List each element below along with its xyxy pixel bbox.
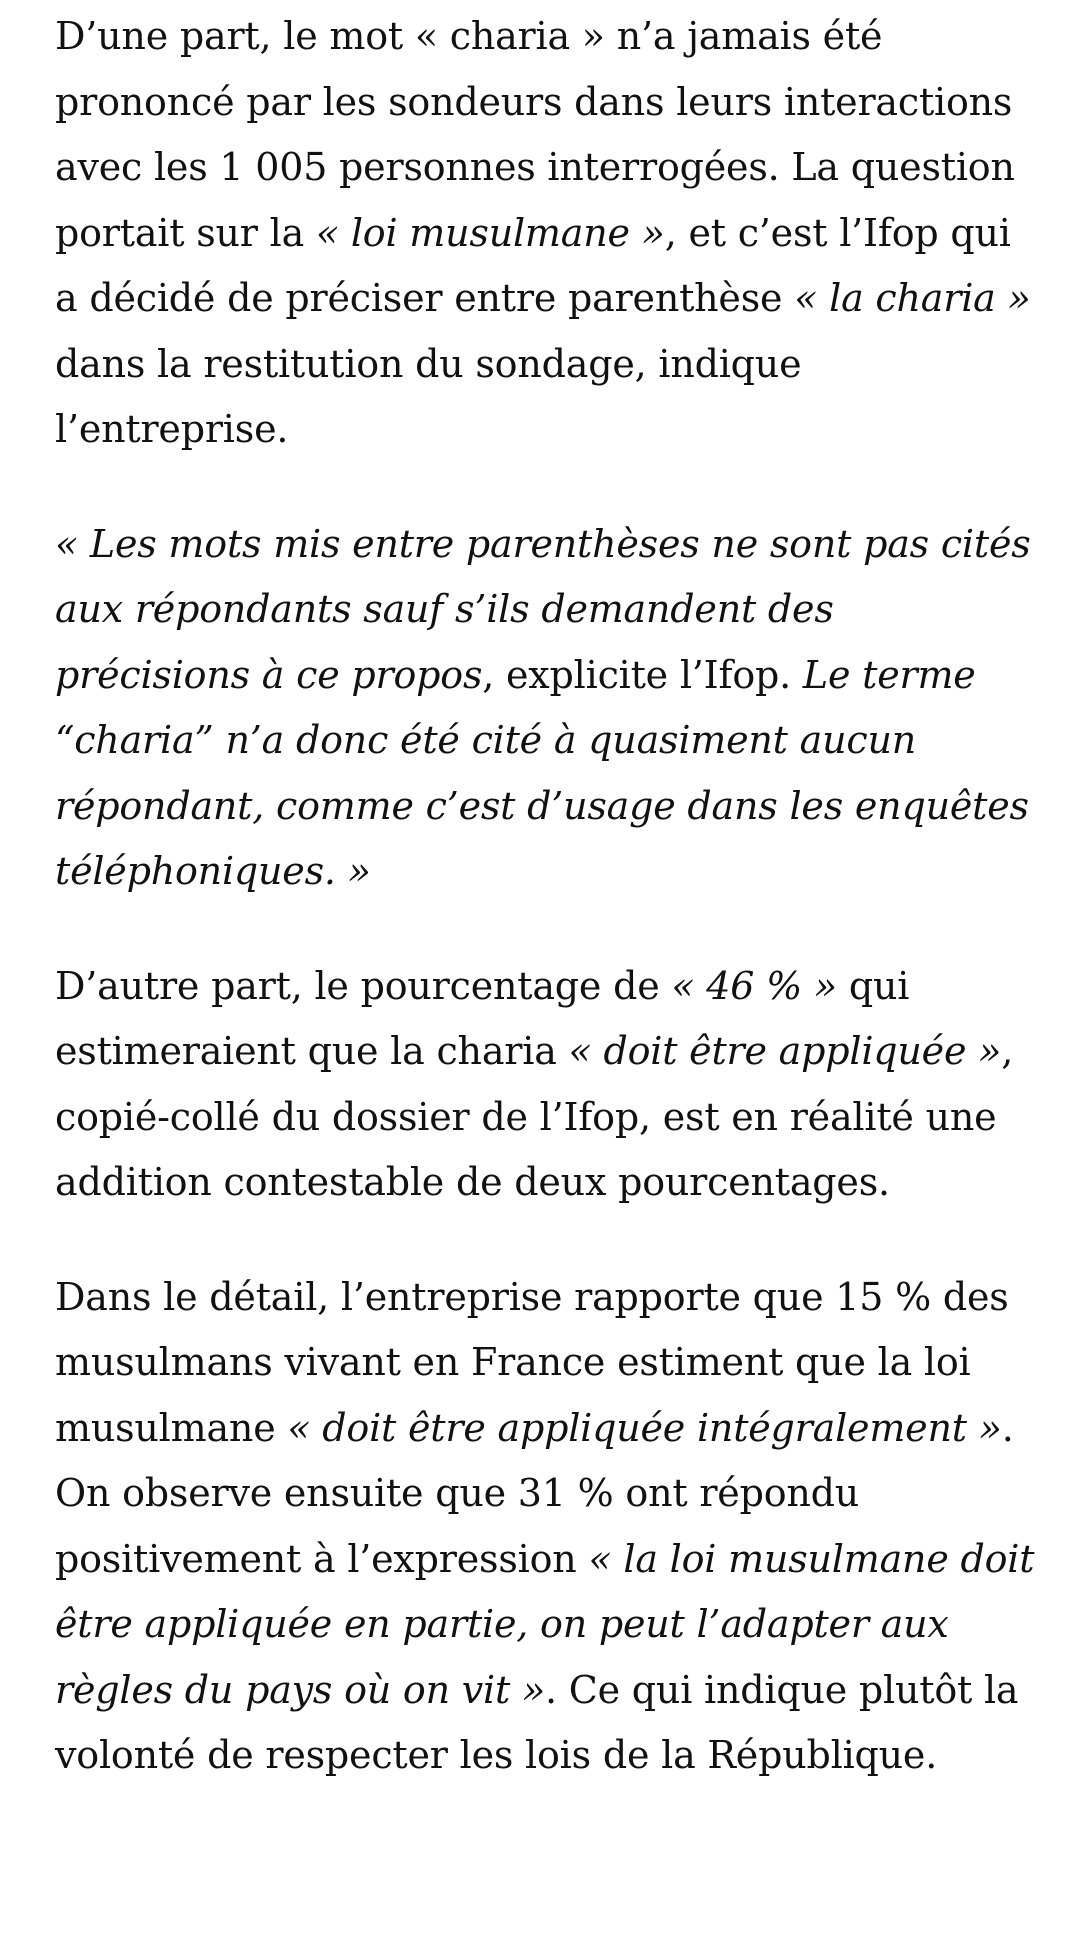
text-run: , et c’est l’Ifop qui a décidé de préciser entre parenthèse — [55, 210, 1011, 320]
text-run: Dans le détail, l’entreprise rapporte que 15 % des musulmans vivant en France estiment que la loi musulmane — [55, 1274, 1009, 1450]
article-paragraph — [55, 1265, 1040, 1789]
text-run: . Ce qui indique plutôt la volonté de respecter les lois de la République. — [55, 1667, 1019, 1777]
article-paragraph — [55, 954, 1040, 1216]
text-run: qui estimeraient que la charia — [55, 963, 910, 1073]
text-run: D’autre part, le pourcentage de — [55, 963, 672, 1008]
text-run: D’une part, le mot « charia » n’a jamais été prononcé par les sondeurs dans leurs interactions avec les 1 005 personnes interrogées. La question portait sur la — [55, 14, 1015, 255]
quote-run: « doit être appliquée » — [568, 1029, 1002, 1073]
quote-run: « la loi musulmane doit être appliquée en partie, on peut l’adapter aux règles du pays où on vit » — [55, 1536, 1035, 1712]
quote-run: « doit être appliquée intégralement » — [287, 1405, 1002, 1450]
text-run: , copié-collé du dossier de l’Ifop, est en réalité une addition contestable de deux pourcentages. — [55, 1029, 1014, 1204]
text-run: , explicite l’Ifop. — [482, 652, 803, 697]
article-paragraph — [55, 4, 1040, 463]
article-paragraph — [55, 512, 1040, 905]
quote-run: Le terme “charia” n’a donc été cité à quasiment aucun répondant, comme c’est d’usage dans les enquêtes téléphoniques. » — [55, 652, 1029, 893]
quote-run: « Les mots mis entre parenthèses ne sont pas cités aux répondants sauf s’ils demandent des précisions à ce propos — [55, 521, 1031, 697]
text-run: . On observe ensuite que 31 % ont répondu positivement à l’expression — [55, 1405, 1014, 1581]
text-run: dans la restitution du sondage, indique l’entreprise. — [55, 341, 802, 451]
quote-run: « la charia » — [794, 276, 1031, 320]
quote-run: « loi musulmane » — [315, 210, 665, 255]
quote-run: « 46 % » — [671, 963, 837, 1008]
